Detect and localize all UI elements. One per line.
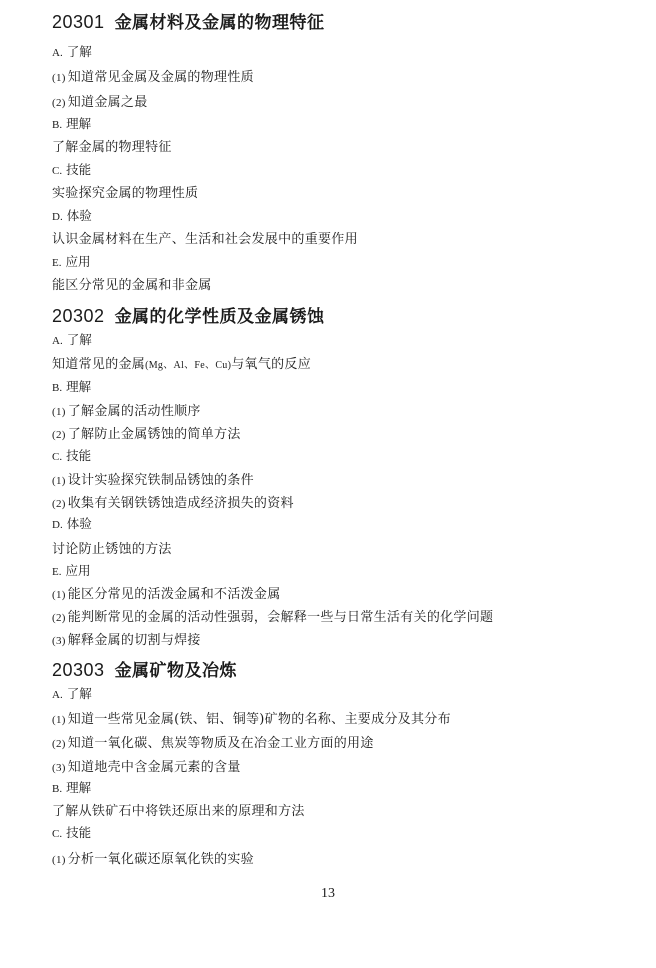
list-item: 能区分常见的金属和非金属: [52, 278, 212, 293]
list-item: (1) 知道一些常见金属(铁、铝、铜等)矿物的名称、主要成分及其分布: [52, 712, 451, 727]
section-code: 20303: [52, 660, 105, 680]
list-item: (2) 知道金属之最: [52, 95, 148, 110]
level-heading-b: B. 理解: [52, 379, 92, 394]
section-heading: 金属矿物及冶炼: [114, 661, 238, 681]
level-heading-d: D. 体验: [52, 208, 92, 223]
section-title-20301: [52, 8, 325, 33]
section-code: 20301: [52, 12, 105, 32]
level-heading-e: E. 应用: [52, 254, 91, 269]
level-heading-a: A. 了解: [52, 44, 92, 59]
list-item: 实验探究金属的物理性质: [52, 186, 199, 201]
level-heading-c: C. 技能: [52, 448, 92, 463]
section-code: 20302: [52, 306, 105, 326]
list-item: (2) 知道一氧化碳、焦炭等物质及在冶金工业方面的用途: [52, 736, 374, 751]
level-heading-c: C. 技能: [52, 825, 92, 840]
list-item: 认识金属材料在生产、生活和社会发展中的重要作用: [52, 232, 358, 247]
list-item: (3) 知道地壳中含金属元素的含量: [52, 760, 241, 775]
level-heading-b: B. 理解: [52, 116, 92, 131]
section-heading: 金属材料及金属的物理特征: [114, 13, 325, 33]
list-item: (1) 知道常见金属及金属的物理性质: [52, 70, 254, 85]
section-title-20303: [52, 656, 237, 681]
level-heading-a: A. 了解: [52, 686, 92, 701]
level-heading-e: E. 应用: [52, 563, 91, 578]
list-item: (3) 解释金属的切割与焊接: [52, 633, 201, 648]
section-title-20302: [52, 302, 325, 327]
list-item: (2) 能判断常见的金属的活动性强弱，会解释一些与日常生活有关的化学问题: [52, 610, 494, 625]
list-item: 了解金属的物理特征: [52, 140, 172, 155]
list-item: (1) 了解金属的活动性顺序: [52, 404, 201, 419]
page-number: 13: [321, 886, 335, 901]
list-item: 了解从铁矿石中将铁还原出来的原理和方法: [52, 804, 305, 819]
list-item: (1) 能区分常见的活泼金属和不活泼金属: [52, 587, 281, 602]
list-item: 讨论防止锈蚀的方法: [52, 542, 172, 557]
list-item: (2) 收集有关钢铁锈蚀造成经济损失的资料: [52, 496, 294, 511]
list-item: 知道常见的金属(Mg、Al、Fe、Cu)与氧气的反应: [52, 357, 312, 372]
level-heading-c: C. 技能: [52, 162, 92, 177]
list-item: (2) 了解防止金属锈蚀的简单方法: [52, 427, 241, 442]
level-heading-a: A. 了解: [52, 332, 92, 347]
level-heading-b: B. 理解: [52, 780, 92, 795]
list-item: (1) 分析一氧化碳还原氧化铁的实验: [52, 852, 254, 867]
list-item: (1) 设计实验探究铁制品锈蚀的条件: [52, 473, 254, 488]
level-heading-d: D. 体验: [52, 516, 92, 531]
section-heading: 金属的化学性质及金属锈蚀: [114, 307, 325, 327]
